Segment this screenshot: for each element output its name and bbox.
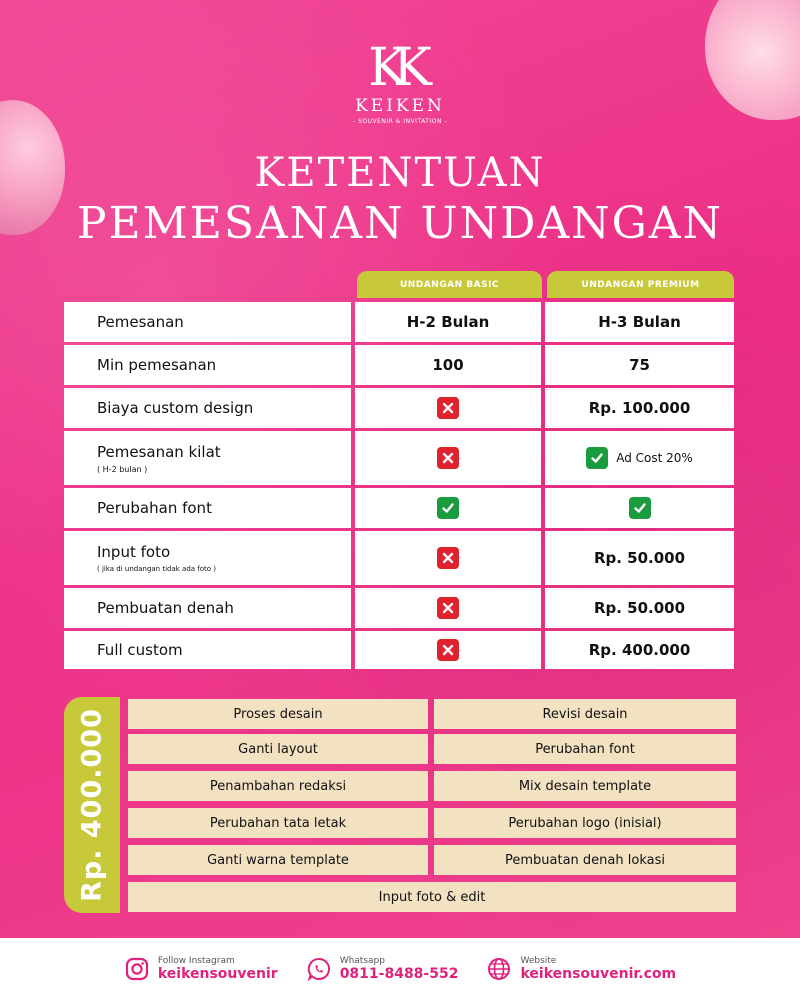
row-sublabel: ( jika di undangan tidak ada foto ): [97, 565, 217, 573]
adcost-text: Ad Cost 20%: [616, 451, 693, 465]
whatsapp-caption: Whatsapp: [339, 956, 385, 966]
table-row: [64, 488, 734, 528]
table-row: [64, 588, 734, 628]
x-icon: [437, 597, 459, 619]
website-contact[interactable]: [486, 956, 676, 982]
feature-item: Pembuatan denah lokasi: [434, 845, 736, 875]
basic-value: 100: [432, 356, 464, 374]
page-title-line2: PEMESANAN UNDANGAN: [76, 198, 724, 249]
x-icon: [437, 447, 459, 469]
x-icon: [437, 397, 459, 419]
basic-cell: [355, 588, 541, 628]
check-icon: [437, 497, 459, 519]
feature-item: Perubahan font: [434, 734, 736, 764]
feature-item: Ganti layout: [128, 734, 428, 764]
row-label: Perubahan font: [97, 499, 212, 517]
package-price: Rp. 400.000: [76, 708, 108, 902]
row-sublabel: ( H-2 bulan ): [97, 464, 148, 474]
adcost-value: [586, 447, 693, 469]
row-label: Biaya custom design: [97, 399, 254, 417]
premium-value: Rp. 100.000: [588, 399, 691, 417]
basic-cell: [355, 631, 541, 669]
brand-tagline: - SOUVENIR & INVITATION -: [353, 118, 447, 125]
row-label-cell: [64, 345, 351, 385]
feature-item: Perubahan tata letak: [128, 808, 428, 838]
check-icon: [586, 447, 608, 469]
basic-value: H-2 Bulan: [406, 313, 490, 331]
feature-item: Input foto & edit: [128, 882, 736, 912]
row-label-cell: [64, 631, 351, 669]
website-caption: Website: [520, 956, 557, 966]
website-url: keikensouvenir.com: [520, 966, 677, 982]
premium-cell: [545, 531, 734, 585]
table-row: [64, 431, 734, 485]
instagram-icon: [124, 956, 150, 982]
logo-mark: KK: [368, 38, 418, 98]
premium-value: H-3 Bulan: [598, 313, 681, 331]
premium-cell: [545, 431, 734, 485]
premium-cell: [545, 588, 734, 628]
row-label-cell: [64, 531, 351, 585]
premium-cell: [545, 345, 734, 385]
whatsapp-icon: [306, 956, 332, 982]
x-icon: [437, 547, 459, 569]
basic-cell: [355, 431, 541, 485]
table-row: [64, 345, 734, 385]
basic-cell: [355, 531, 541, 585]
premium-value: 75: [629, 356, 650, 374]
column-header-basic: UNDANGAN BASIC: [357, 271, 542, 298]
page-title-line1: KETENTUAN: [254, 150, 546, 196]
footer-contact-bar: [0, 938, 800, 1000]
brand-name: KEIKEN: [355, 96, 445, 116]
basic-cell: [355, 302, 541, 342]
row-label: Input foto: [97, 543, 171, 561]
row-label-cell: [64, 488, 351, 528]
row-label: Min pemesanan: [97, 356, 217, 374]
whatsapp-contact[interactable]: [306, 956, 459, 982]
table-row: [64, 388, 734, 428]
premium-value: Rp. 50.000: [593, 599, 686, 617]
row-label-cell: [64, 431, 351, 485]
row-label: Pembuatan denah: [97, 599, 234, 617]
feature-item: Penambahan redaksi: [128, 771, 428, 801]
table-row: [64, 531, 734, 585]
feature-item: Proses desain: [128, 699, 428, 729]
brand-logo: [0, 40, 800, 125]
row-label: Pemesanan: [97, 313, 184, 331]
check-icon: [629, 497, 651, 519]
basic-cell: [355, 488, 541, 528]
row-label-cell: [64, 588, 351, 628]
row-label: Full custom: [97, 641, 183, 659]
globe-icon: [486, 956, 512, 982]
instagram-handle: keikensouvenir: [157, 966, 278, 982]
instagram-caption: Follow Instagram: [157, 956, 235, 966]
table-row: [64, 302, 734, 342]
feature-item: Perubahan logo (inisial): [434, 808, 736, 838]
feature-item: Ganti warna template: [128, 845, 428, 875]
basic-cell: [355, 345, 541, 385]
premium-cell: [545, 488, 734, 528]
basic-cell: [355, 388, 541, 428]
row-label: Pemesanan kilat: [97, 442, 221, 461]
premium-value: Rp. 50.000: [593, 549, 686, 567]
table-row: [64, 631, 734, 669]
feature-item: Mix desain template: [434, 771, 736, 801]
feature-item: Revisi desain: [434, 699, 736, 729]
instagram-contact[interactable]: [124, 956, 278, 982]
premium-cell: [545, 631, 734, 669]
premium-value: Rp. 400.000: [588, 641, 691, 659]
row-label-cell: [64, 302, 351, 342]
row-label-cell: [64, 388, 351, 428]
x-icon: [437, 639, 459, 661]
premium-cell: [545, 302, 734, 342]
premium-cell: [545, 388, 734, 428]
column-header-premium: UNDANGAN PREMIUM: [547, 271, 734, 298]
whatsapp-number: 0811-8488-552: [339, 966, 459, 982]
